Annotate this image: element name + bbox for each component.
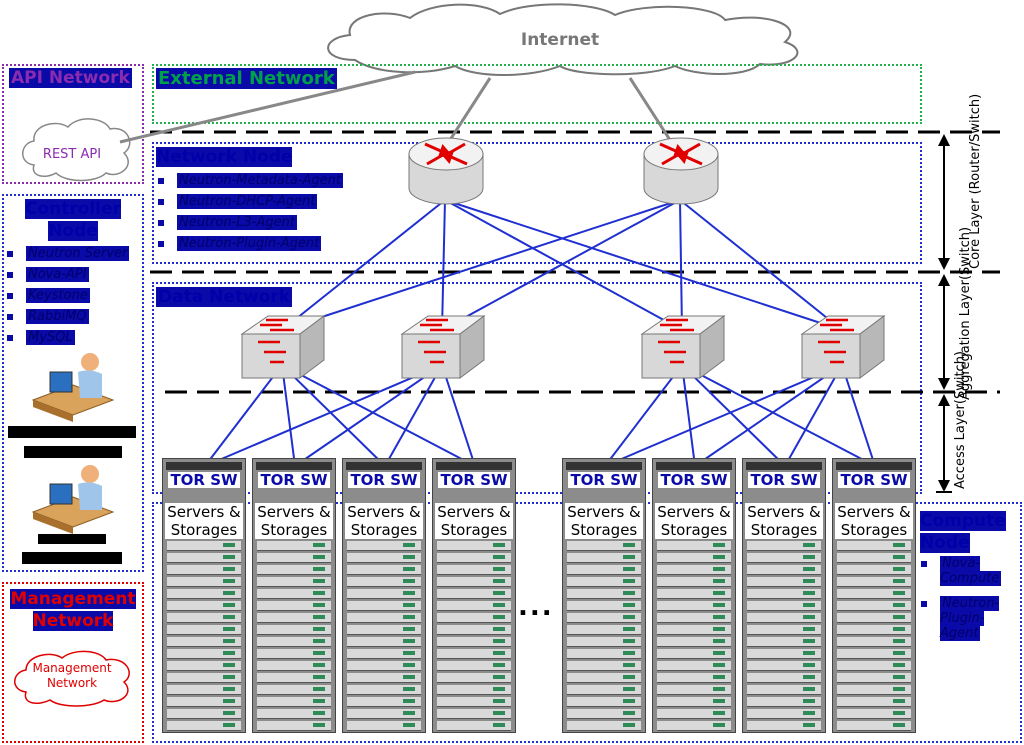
rack-label xyxy=(655,503,733,539)
core-router-icon xyxy=(640,132,722,212)
list-item: RabbiMQ xyxy=(4,309,129,330)
rack-label-line: Servers & xyxy=(567,503,641,521)
internet-label: Internet xyxy=(520,30,600,50)
rack-label-line: Storages xyxy=(170,521,238,539)
rack-label-line: Servers & xyxy=(747,503,821,521)
list-item: Neutron-Plugin-Agent xyxy=(155,236,343,257)
server-rack xyxy=(342,458,426,733)
core-layer-label: Core Layer (Router/Switch) xyxy=(968,93,983,269)
compute-node-title: Compute Node xyxy=(920,511,1006,553)
list-item: Keystone xyxy=(4,288,129,309)
aggregation-layer-label: Aggregation Layer(Switch) xyxy=(958,226,973,400)
controller-node-title: Controller Node xyxy=(24,199,121,241)
list-item: Neutron-L3-Agent xyxy=(155,215,343,236)
list-item: Nova-Compute xyxy=(918,556,1018,596)
server-rack xyxy=(432,458,516,733)
tor-switch-label: TOR SW xyxy=(658,472,730,488)
tor-switch-label: TOR SW xyxy=(838,472,910,488)
rack-label-line: Storages xyxy=(750,521,818,539)
rack-label-line: Storages xyxy=(660,521,728,539)
rack-label-line: Servers & xyxy=(347,503,421,521)
management-network-cloud-label: Management Network xyxy=(32,661,112,690)
external-network-title: External Network xyxy=(158,68,335,89)
rest-api-label: REST API xyxy=(42,147,102,162)
rack-label xyxy=(835,503,913,539)
rack-label-line: Storages xyxy=(260,521,328,539)
list-item: Neutron-Plugin-Agent xyxy=(918,596,1018,656)
list-item: Neutron Server xyxy=(4,246,129,267)
internet-uplink xyxy=(630,78,670,140)
tor-switch-label: TOR SW xyxy=(168,472,240,488)
tor-switch-label: TOR SW xyxy=(348,472,420,488)
rack-label-line: Servers & xyxy=(657,503,731,521)
server-rack xyxy=(162,458,246,733)
tor-switch-label: TOR SW xyxy=(258,472,330,488)
list-item: Neutron-Metadata-Agent xyxy=(155,173,343,194)
server-rack xyxy=(832,458,916,733)
api-network-title: API Network xyxy=(11,68,130,88)
server-rack xyxy=(252,458,336,733)
aggregation-switch-icon xyxy=(240,312,326,382)
api-link xyxy=(120,72,415,142)
rack-label-line: Servers & xyxy=(837,503,911,521)
server-rack xyxy=(652,458,736,733)
rack-label xyxy=(565,503,643,539)
management-network-title: Management Network xyxy=(10,589,136,631)
internet-uplink xyxy=(450,78,490,140)
ellipsis: ... xyxy=(518,592,554,622)
list-item: MySQL xyxy=(4,330,129,351)
rack-label-line: Storages xyxy=(440,521,508,539)
rack-label xyxy=(345,503,423,539)
data-network-title: Data Network xyxy=(158,287,291,307)
access-layer-label: Access Layer(Switch) xyxy=(953,350,968,489)
network-node-title: Network Node xyxy=(156,147,293,167)
rack-label-line: Servers & xyxy=(167,503,241,521)
core-router-icon xyxy=(405,132,487,212)
rack-label xyxy=(165,503,243,539)
tor-switch-label: TOR SW xyxy=(568,472,640,488)
rack-label-line: Storages xyxy=(570,521,638,539)
server-rack xyxy=(742,458,826,733)
rack-label-line: Storages xyxy=(840,521,908,539)
rack-label-line: Servers & xyxy=(257,503,331,521)
rack-label xyxy=(435,503,513,539)
aggregation-switch-icon xyxy=(800,312,886,382)
aggregation-switch-icon xyxy=(640,312,726,382)
tor-switch-label: TOR SW xyxy=(438,472,510,488)
list-item: Neutron-DHCP-Agent xyxy=(155,194,343,215)
rack-label xyxy=(745,503,823,539)
rack-label-line: Servers & xyxy=(437,503,511,521)
list-item: Nova-API xyxy=(4,267,129,288)
rack-label-line: Storages xyxy=(350,521,418,539)
rack-label xyxy=(255,503,333,539)
tor-switch-label: TOR SW xyxy=(748,472,820,488)
server-rack xyxy=(562,458,646,733)
aggregation-switch-icon xyxy=(400,312,486,382)
